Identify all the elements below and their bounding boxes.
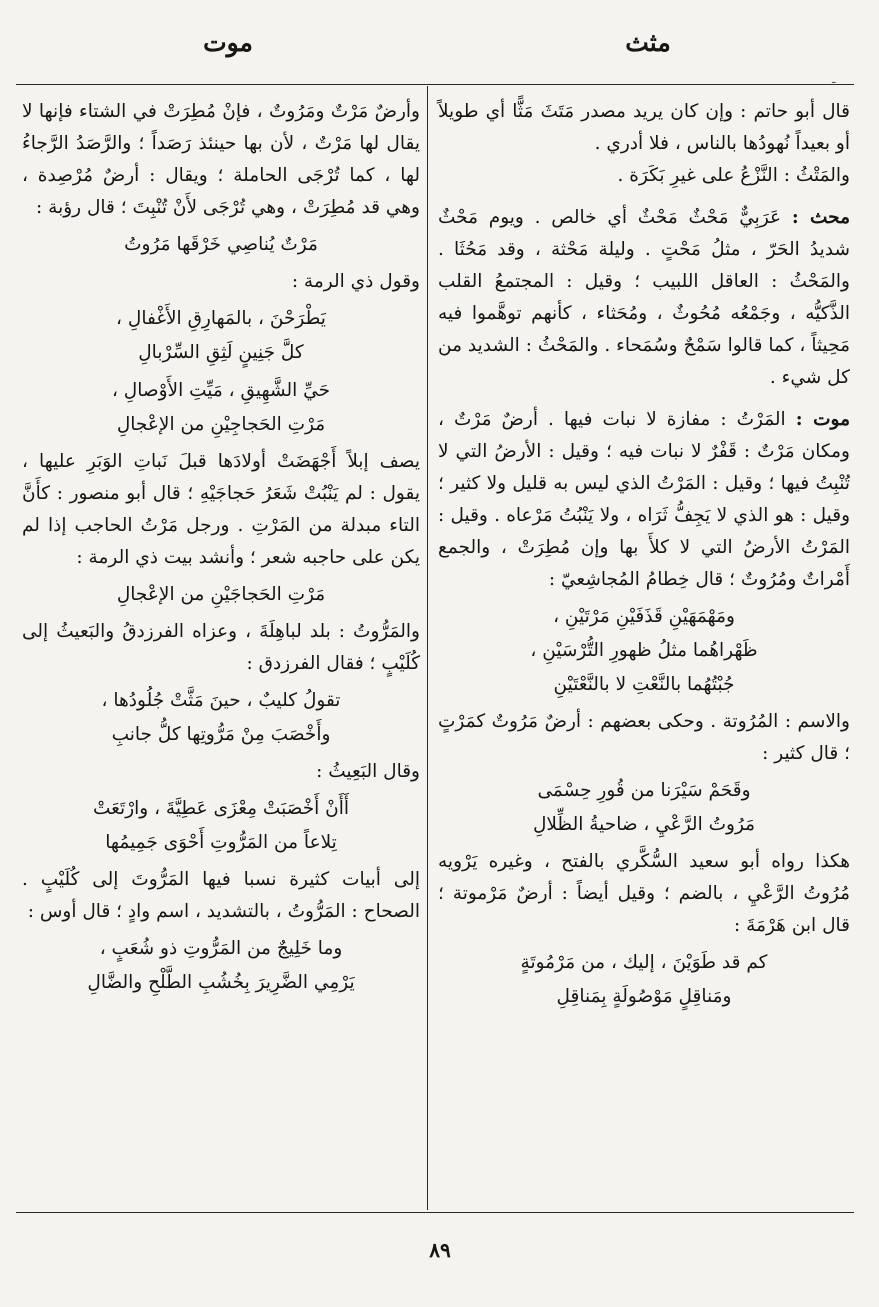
header-right-title: مثث: [625, 28, 671, 57]
entry-headword: موت :: [795, 409, 850, 430]
verse-line: مَرْتِ الحَجاجَيْنِ من الإعْجالِ: [116, 584, 326, 605]
paragraph: هكذا رواه أبو سعيد السُّكَّري بالفتح ، وغيره يَرْويه مُرُوتُ الرَّعْيِ ، بالضم ؛ وقيل أيضاً : أرضٌ مَرْموتة ؛ قال ابن هَرْمَةَ :: [438, 851, 850, 936]
poem-block: [22, 228, 420, 262]
bottom-rule: [16, 1212, 854, 1213]
paragraph: والاسم : المُرُوتة . وحكى بعضهم : أرضٌ مَرُوتٌ كمَرْتٍ ؛ قال كثير :: [438, 711, 850, 764]
verse-line: وأَخْصَبَ مِنْ مَرُّوتِها كلُّ جانبِ: [111, 724, 331, 745]
verse-line: ومَهْمَهَيْنِ قَذَفَيْنِ مَرْتَيْنِ ،: [553, 606, 735, 627]
paragraph: قال أبو حاتم : وإن كان يريد مصدر مَتَثَ مَثًّا أي طويلاً أو بعيداً نُهودُها بالناس ، فلا أدري .: [438, 101, 850, 154]
header-left-title: موت: [203, 28, 253, 57]
verse-line: يَطْرَحْنَ ، بالمَهارِقِ الأَغْفالِ ،: [116, 308, 326, 329]
paragraph: والمَتْثُ : النَّزْعُ على غيرِ بَكَرَة .: [617, 165, 850, 186]
verse-line: يَرْمِي الضَّرِيرَ بِخُشُبِ الطَّلْحِ والضَّالِ: [87, 972, 355, 993]
corner-mark: ـ: [832, 72, 836, 86]
page-number: ٨٩: [429, 1238, 451, 1262]
entry-body: عَرَبِيٌّ مَحْثٌ مَحْثٌ أي خالص . ويوم مَحْثٌ شديدُ الحَرّ ، مثلُ مَحْتٍ . وليلة مَحْثة ، وقد مَحُثَا . والمَحْثُ : العاقل اللبيب ؛ وقيل : المجتمعُ القلب الذَّكيُّه ، وجَمْعُه مُحُوثٌ ، ومُحَثاء ، كأنهم توهَّموا فيه مَحِيثاً ، كما قالوا سَمْحٌ وسُمَحاء . والمَحْثُ : الشديد من كل شيء .: [438, 207, 850, 388]
entry-headword: محث :: [791, 207, 850, 228]
verse-line: وما خَلِيجٌ من المَرُّوتِ ذو شُعَبٍ ،: [99, 938, 343, 959]
poem-block: [22, 578, 420, 612]
paragraph: إلى أبيات كثيرة نسبا فيها المَرُّوتَ إلى كُلَيْبٍ . الصحاح : المَرُّوتُ ، بالتشديد ، اسم وادٍ ؛ قال أوس :: [22, 869, 420, 922]
poem-block: [438, 600, 850, 702]
verse-line: ظَهْراهُما مثلُ ظهورِ التُّرْسَيْنِ ،: [530, 640, 758, 661]
paragraph: وقول ذي الرمة :: [291, 271, 420, 292]
poem-block: [438, 774, 850, 842]
verse-line: وقَحَمْ سَيْرَنا من قُورِ حِسْمَى: [537, 780, 751, 801]
paragraph: يصف إبلاً أَجْهَضَتْ أولادَها قبلَ نَباتِ الوَبَرِ عليها ، يقول : لم يَنْبُتْ شَعَرُ حَجاجَيْهِ ؛ قال أبو منصور : كأَنَّ التاء مبدلة من المَرْتِ . ورجل مَرْتُ الحاجب إذا لم يكن على حاجبه شعر ؛ وأنشد بيت ذي الرمة :: [22, 451, 420, 568]
verse-line: مَرُوتُ الرَّعْيِ ، ضاحيةُ الظِّلالِ: [532, 814, 756, 835]
poem-block: [22, 932, 420, 1000]
verse-line: ومَناقِلٍ مَوْصُولَةٍ بِمَناقِلِ: [556, 986, 732, 1007]
poem-block: [22, 684, 420, 752]
verse-line: حَيِّ الشَّهِيقِ ، مَيِّتِ الأَوْصالِ ،: [111, 380, 331, 401]
poem-block: [22, 374, 420, 442]
right-column: [438, 96, 850, 1018]
top-rule: [16, 84, 854, 85]
verse-line: تِلاعاً من المَرُّوتِ أَحْوَى جَمِيمُها: [105, 832, 337, 853]
verse-line: تقولُ كليبٌ ، حينَ مَثَّتْ جُلُودُها ،: [101, 690, 341, 711]
verse-line: جُبْتُهُما بالنَّعْتِ لا بالنَّعْتَيْنِ: [553, 674, 735, 695]
paragraph: وقال البَعِيثُ :: [316, 761, 420, 782]
verse-line: كلَّ جَنِينٍ لَثِقِ السِّرْبالِ: [138, 342, 304, 363]
entry-mwt: [438, 404, 850, 596]
verse-line: مَرْتٌ يُناصِي خَرْقَها مَرُوتُ: [124, 234, 318, 255]
verse-line: مَرْتِ الحَجاجِيْنِ من الإعْجالِ: [116, 414, 326, 435]
paragraph: والمَرُّوتُ : بلد لباهِلَةَ ، وعزاه الفرزدقُ والبَعيثُ إلى كُلَيْبٍ ؛ فقال الفرزدق :: [22, 621, 420, 674]
column-divider: [427, 86, 428, 1210]
poem-block: [438, 946, 850, 1014]
entry-body: المَرْتُ : مفازة لا نبات فيها . أرضٌ مَرْتٌ ، ومكان مَرْتٌ : قَفْرٌ لا نبات فيه ؛ وقيل : الأرضُ التي لا تُنْبِتُ فيها ؛ وقيل : المَرْتُ الذي ليس به قليل ولا كثير ؛ وقيل : هو الذي لا يَجِفُّ ثَرَاه ، ولا يَنْبُتُ مَرْعاه . وقيل : المَرْتُ الأرضُ التي لا كلأَ بها وإن مُطِرَتْ ، والجمع أَمْراتٌ ومُرُوتٌ ؛ قال خِطامُ المُجاشِعيّ :: [438, 409, 850, 590]
verse-line: كم قد طَوَيْنَ ، إليك ، من مَرْمُوتَةٍ: [520, 952, 768, 973]
paragraph: وأرضٌ مَرْتٌ ومَرُوتٌ ، فإنْ مُطِرَتْ في الشتاء فإنها لا يقال لها مَرْتٌ ، لأن بها حينئذ رَصَداً ؛ والرَّصَدُ الرَّجاءُ لها ، كما تُرْجَى الحاملة ؛ ويقال : أرضٌ مُرْصِدة ، وهي قد مُطِرَتْ ، وهي تُرْجَى لأَنْ تُنْبِتَ ؛ قال رؤبة :: [22, 101, 420, 218]
verse-line: أَأَنْ أَخْصَبَتْ مِعْزَى عَطِيَّةَ ، وارْتَعَتْ: [92, 798, 350, 819]
poem-block: [22, 302, 420, 370]
left-column: [22, 96, 420, 1004]
entry-mhth: [438, 202, 850, 394]
poem-block: [22, 792, 420, 860]
